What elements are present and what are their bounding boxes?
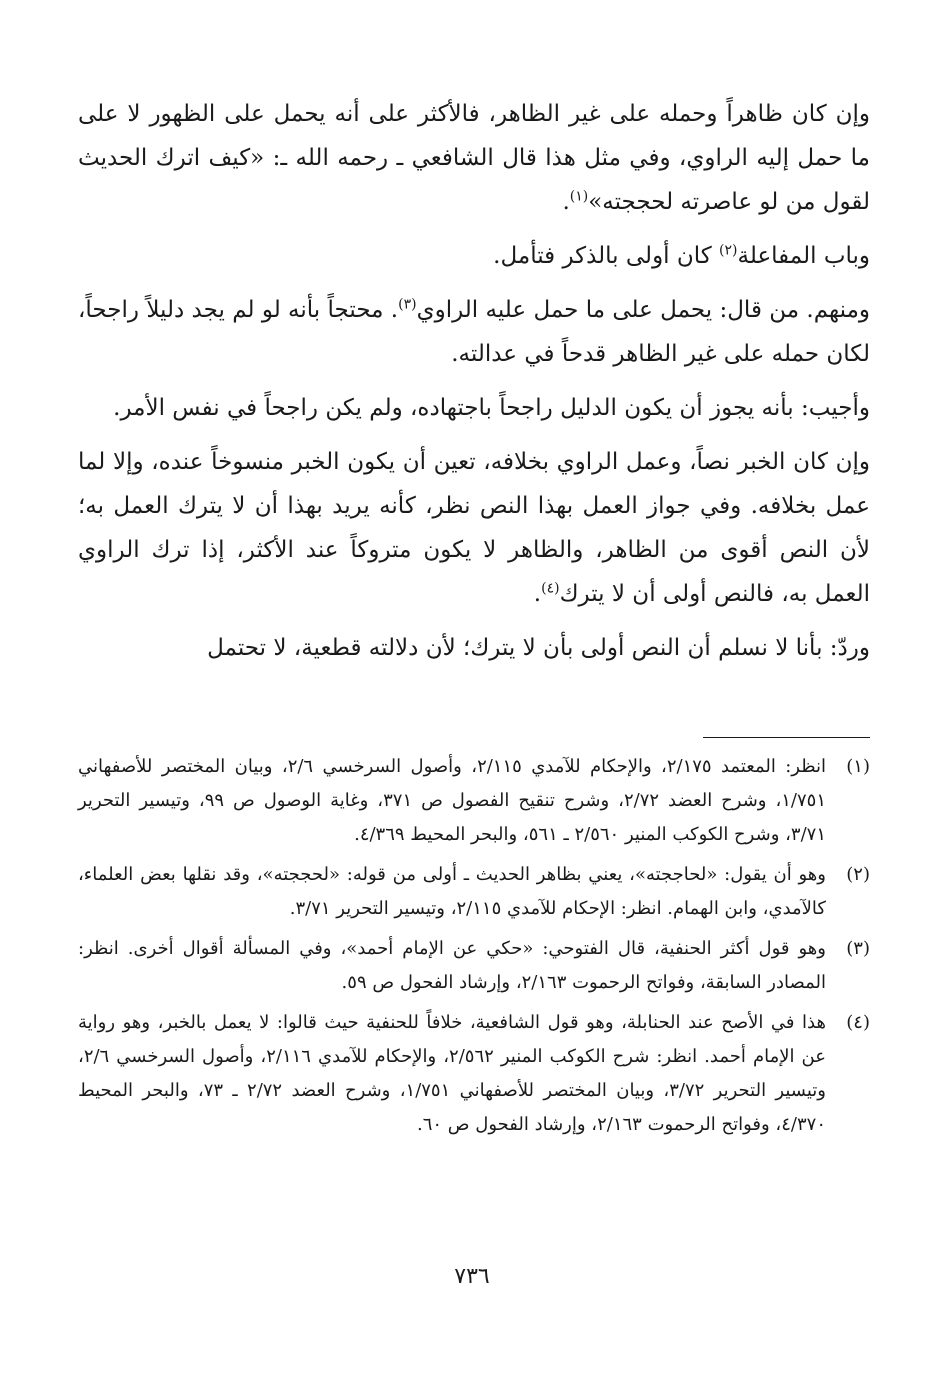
paragraph-text: وإن كان ظاهراً وحمله على غير الظاهر، فالأكثر على أنه يحمل على الظهور لا على ما حمل إليه الراوي، وفي مثل هذا قال الشافعي ـ رحمه الله ـ: «كيف اترك الحديث لقول من لو عاصرته لحججته»: [78, 101, 870, 215]
footnote-ref-4: (٤): [541, 580, 560, 597]
footnote-text: وهو قول أكثر الحنفية، قال الفتوحي: «حكي عن الإمام أحمد»، وفي المسألة أقوال أخرى. انظر: المصادر السابقة، وفواتح الرحموت ٢/١٦٣، وإرشاد الفحول ص ٥٩.: [78, 938, 826, 993]
page-number: ٧٣٦: [454, 1264, 490, 1289]
footnote-text: انظر: المعتمد ٢/١٧٥، والإحكام للآمدي ٢/١١٥، وأصول السرخسي ٢/٦، وبيان المختصر للأصفهاني ١/٧٥١، وشرح العضد ٢/٧٢، وشرح تنقيح الفصول ص ٣٧١، وغاية الوصول ص ٩٩، وتيسير التحرير ٣/٧١، وشرح الكوكب المنير ٢/٥٦٠ ـ ٥٦١، والبحر المحيط ٤/٣٦٩.: [78, 756, 827, 845]
paragraph-4: [78, 386, 870, 430]
footnote-number: (٤): [846, 1012, 870, 1033]
footnote-ref-3: (٣): [398, 296, 417, 313]
paragraph-text: ومنهم. من قال: يحمل على ما حمل عليه الراوي: [416, 297, 870, 323]
footnote-4: [78, 1006, 870, 1142]
paragraph-text: وباب المفاعلة: [737, 243, 870, 269]
footnote-ref-2: (٢): [719, 242, 738, 259]
paragraph-2: [78, 234, 870, 278]
footnote-number: (٢): [846, 864, 870, 885]
paragraph-5: [78, 440, 870, 616]
footnote-number: (٣): [846, 938, 870, 959]
paragraph-text: وأجيب: بأنه يجوز أن يكون الدليل راجحاً باجتهاده، ولم يكن راجحاً في نفس الأمر.: [113, 395, 870, 421]
paragraph-3: [78, 288, 870, 376]
footnote-separator: [703, 737, 870, 738]
footnote-text: وهو أن يقول: «لحاججته»، يعني بظاهر الحديث ـ أولى من قوله: «لحججته»، وقد نقلها بعض العلماء، كالآمدي، وابن الهمام. انظر: الإحكام للآمدي ٢/١١٥، وتيسير التحرير ٣/٧١.: [78, 864, 826, 919]
footnote-2: [78, 858, 870, 926]
paragraph-6: [78, 626, 870, 670]
paragraph-tail: . محتجاً بأنه لو لم يجد دليلاً راجحاً، لكان حمله على غير الظاهر قدحاً في عدالته.: [78, 297, 870, 367]
footnotes-section: [78, 750, 870, 1148]
footnote-1: [78, 750, 870, 852]
paragraph-1: [78, 92, 870, 224]
main-text: [78, 92, 870, 680]
footnote-3: [78, 932, 870, 1000]
footnote-ref-1: (١): [569, 188, 589, 205]
footnote-number: (١): [846, 756, 870, 777]
paragraph-tail: كان أولى بالذكر فتأمل.: [493, 243, 720, 269]
footnote-text: هذا في الأصح عند الحنابلة، وهو قول الشافعية، خلافاً للحنفية حيث قالوا: لا يعمل بالخبر، وهو رواية عن الإمام أحمد. انظر: شرح الكوكب المنير ٢/٥٦٢، والإحكام للآمدي ٢/١١٦، وأصول السرخسي ٢/٦، وتيسير التحرير ٣/٧٢، وبيان المختصر للأصفهاني ١/٧٥١، وشرح العضد ٢/٧٢ ـ ٧٣، والبحر المحيط ٤/٣٧٠، وفواتح الرحموت ٢/١٦٣، وإرشاد الفحول ص ٦٠.: [78, 1012, 826, 1135]
paragraph-text: وإن كان الخبر نصاً، وعمل الراوي بخلافه، تعين أن يكون الخبر منسوخاً عنده، وإلا لما عمل بخلافه. وفي جواز العمل بهذا النص نظر، كأنه يريد بهذا أن لا يترك العمل به؛ لأن النص أقوى من الظاهر، والظاهر لا يكون متروكاً عند الأكثر، إذا ترك الراوي العمل به، فالنص أولى أن لا يترك: [78, 449, 870, 607]
paragraph-tail: .: [562, 189, 570, 215]
paragraph-tail: .: [533, 581, 542, 607]
paragraph-text: وردّ: بأنا لا نسلم أن النص أولى بأن لا يترك؛ لأن دلالته قطعية، لا تحتمل: [207, 635, 870, 661]
